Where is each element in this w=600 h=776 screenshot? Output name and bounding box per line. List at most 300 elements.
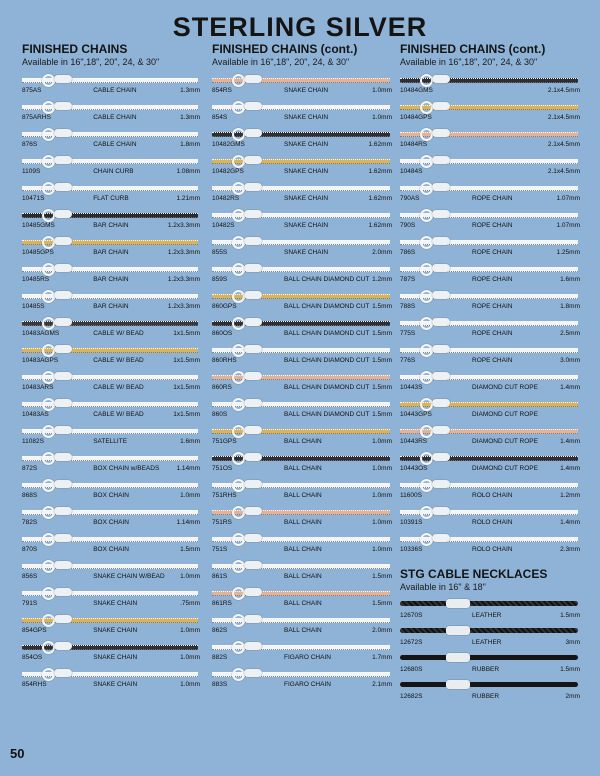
item-size: 1.0mm	[180, 681, 200, 688]
clasp-ring-icon	[232, 641, 245, 654]
lobster-clasp-icon	[432, 426, 450, 434]
item-name: BALL CHAIN	[284, 627, 322, 634]
item-size: 1.4mm	[560, 519, 580, 526]
column-1	[22, 42, 200, 692]
cord-image	[400, 655, 578, 660]
item-code: 10483ARS	[22, 384, 54, 391]
item-size: 1.2x3.3mm	[167, 249, 200, 256]
chain-item[interactable]	[212, 530, 392, 557]
lobster-clasp-icon	[432, 291, 450, 299]
item-code: 788S	[400, 303, 416, 310]
lobster-clasp-icon	[54, 237, 72, 245]
chain-item[interactable]	[22, 314, 200, 341]
item-code: 10482S	[212, 222, 235, 229]
clasp-ring-icon	[42, 479, 55, 492]
item-name: SNAKE CHAIN	[93, 681, 138, 688]
item-code: 883S	[212, 681, 228, 688]
chain-item[interactable]	[400, 503, 580, 530]
item-name: SNAKE CHAIN	[93, 600, 138, 607]
item-name: SNAKE CHAIN	[284, 87, 329, 94]
item-size: 1.6mm	[560, 276, 580, 283]
lobster-clasp-icon	[244, 588, 262, 596]
item-size: 1.0mm	[372, 438, 392, 445]
lobster-clasp-icon	[54, 210, 72, 218]
chain-item[interactable]	[400, 206, 580, 233]
chain-item[interactable]	[22, 584, 200, 611]
chain-item[interactable]	[212, 179, 392, 206]
chain-item[interactable]	[212, 71, 392, 98]
clasp-ring-icon	[420, 479, 433, 492]
item-size: 1.8mm	[560, 303, 580, 310]
item-size: 1.0mm	[372, 546, 392, 553]
chain-item[interactable]	[212, 314, 392, 341]
section-subheading: Available in 16",18", 20", 24, & 30"	[22, 57, 160, 67]
clasp-ring-icon	[232, 344, 245, 357]
item-name: ROLO CHAIN	[472, 492, 513, 499]
item-code: 870S	[22, 546, 38, 553]
item-size: 1.14mm	[176, 465, 200, 472]
lobster-clasp-icon	[54, 399, 72, 407]
chain-item[interactable]	[212, 611, 392, 638]
item-size: 1.5mm	[180, 546, 200, 553]
item-name: CABLE W/ BEAD	[93, 357, 144, 364]
item-code: 860S	[212, 411, 228, 418]
clasp-ring-icon	[420, 155, 433, 168]
item-code: 1109S	[22, 168, 41, 175]
lobster-clasp-icon	[432, 318, 450, 326]
chain-item[interactable]	[212, 638, 392, 665]
clasp-ring-icon	[232, 614, 245, 627]
item-code: 10484GMS	[400, 87, 433, 94]
chain-item[interactable]	[22, 476, 200, 503]
item-code: 10484GPS	[400, 114, 432, 121]
chain-item[interactable]	[22, 611, 200, 638]
chain-item[interactable]	[212, 152, 392, 179]
cord-clasp-icon	[446, 626, 470, 635]
item-name: ROLO CHAIN	[472, 546, 513, 553]
chain-item[interactable]	[22, 503, 200, 530]
chain-item[interactable]	[212, 449, 392, 476]
chain-item[interactable]	[400, 395, 580, 422]
item-name: SNAKE CHAIN	[284, 114, 329, 121]
chain-item[interactable]	[22, 125, 200, 152]
item-name: ROPE CHAIN	[472, 330, 513, 337]
clasp-ring-icon	[232, 398, 245, 411]
item-size: 1.5mm	[372, 330, 392, 337]
clasp-ring-icon	[42, 290, 55, 303]
item-size: 1.8mm	[180, 141, 200, 148]
item-code: 11082S	[22, 438, 44, 445]
lobster-clasp-icon	[244, 507, 262, 515]
lobster-clasp-icon	[432, 183, 450, 191]
item-code: 10482GPS	[212, 168, 244, 175]
clasp-ring-icon	[420, 290, 433, 303]
item-name: LEATHER	[472, 612, 502, 619]
page-number: 50	[10, 746, 25, 761]
item-size: 1.6mm	[180, 438, 200, 445]
chain-item[interactable]	[22, 98, 200, 125]
item-code: 859S	[212, 276, 228, 283]
clasp-ring-icon	[42, 641, 55, 654]
item-code: 751S	[212, 546, 228, 553]
item-name: ROPE CHAIN	[472, 276, 513, 283]
lobster-clasp-icon	[432, 507, 450, 515]
item-code: 856S	[22, 573, 38, 580]
necklace-item[interactable]	[400, 623, 580, 650]
item-size: 1.3mm	[180, 114, 200, 121]
item-name: SNAKE CHAIN	[93, 627, 138, 634]
item-name: FIGARO CHAIN	[284, 681, 331, 688]
chain-item[interactable]	[212, 665, 392, 692]
item-code: 10485GPS	[22, 249, 54, 256]
chain-item[interactable]	[212, 98, 392, 125]
necklace-item[interactable]	[400, 596, 580, 623]
item-name: BOX CHAIN	[93, 546, 129, 553]
lobster-clasp-icon	[54, 642, 72, 650]
chain-item[interactable]	[22, 287, 200, 314]
item-code: 751RHS	[212, 492, 237, 499]
chain-item[interactable]	[400, 368, 580, 395]
lobster-clasp-icon	[432, 237, 450, 245]
clasp-ring-icon	[232, 479, 245, 492]
clasp-ring-icon	[42, 101, 55, 114]
item-name: BALL CHAIN	[284, 465, 322, 472]
lobster-clasp-icon	[54, 156, 72, 164]
cord-clasp-icon	[446, 653, 470, 662]
section-subheading: Available in 16",18", 20", 24, & 30"	[212, 57, 350, 67]
item-name: CABLE CHAIN	[93, 87, 137, 94]
chain-item[interactable]	[400, 152, 580, 179]
item-size: 1.0mm	[180, 492, 200, 499]
item-name: SNAKE CHAIN	[284, 222, 329, 229]
item-name: BAR CHAIN	[93, 276, 129, 283]
item-size: 1.5mm	[560, 666, 580, 673]
item-size: 1.4mm	[560, 465, 580, 472]
item-code: 860GPS	[212, 303, 237, 310]
chain-item[interactable]	[212, 233, 392, 260]
item-code: 860RS	[212, 384, 232, 391]
lobster-clasp-icon	[244, 156, 262, 164]
chain-item[interactable]	[400, 314, 580, 341]
item-size: 1.4mm	[560, 384, 580, 391]
clasp-ring-icon	[42, 155, 55, 168]
clasp-ring-icon	[420, 398, 433, 411]
item-name: BALL CHAIN	[284, 519, 322, 526]
item-size: 1.2x3.3mm	[167, 276, 200, 283]
lobster-clasp-icon	[244, 561, 262, 569]
item-size: 3mm	[565, 639, 580, 646]
item-code: 10443OS	[400, 465, 428, 472]
chain-item[interactable]	[212, 287, 392, 314]
item-size: 1.0mm	[372, 87, 392, 94]
item-code: 854OS	[22, 654, 43, 661]
chain-list	[22, 71, 200, 692]
item-code: 875ARHS	[22, 114, 51, 121]
item-code: 10485S	[22, 303, 45, 310]
clasp-ring-icon	[420, 101, 433, 114]
item-code: 854RS	[212, 87, 232, 94]
lobster-clasp-icon	[54, 615, 72, 623]
chain-item[interactable]	[22, 638, 200, 665]
item-name: BAR CHAIN	[93, 303, 129, 310]
item-size: 2.5mm	[560, 330, 580, 337]
chain-item[interactable]	[400, 233, 580, 260]
item-size: 1.4mm	[560, 438, 580, 445]
item-name: ROPE CHAIN	[472, 249, 513, 256]
chain-item[interactable]	[212, 368, 392, 395]
clasp-ring-icon	[232, 425, 245, 438]
chain-item[interactable]	[400, 179, 580, 206]
item-size: 1.5mm	[372, 600, 392, 607]
chain-item[interactable]	[22, 557, 200, 584]
clasp-ring-icon	[232, 290, 245, 303]
chain-item[interactable]	[212, 395, 392, 422]
necklace-item[interactable]	[400, 650, 580, 677]
item-code: 875AS	[22, 87, 42, 94]
clasp-ring-icon	[42, 506, 55, 519]
chain-item[interactable]	[212, 206, 392, 233]
item-size: 2.3mm	[560, 546, 580, 553]
item-code: 860RHS	[212, 357, 237, 364]
chain-item[interactable]	[22, 665, 200, 692]
chain-item[interactable]	[212, 260, 392, 287]
item-name: BALL CHAIN	[284, 492, 322, 499]
item-code: 10485RS	[22, 276, 50, 283]
item-name: BALL CHAIN DIAMOND CUT	[284, 330, 370, 337]
item-size: 1.2x3.3mm	[167, 303, 200, 310]
item-size: 1.2mm	[560, 492, 580, 499]
item-name: ROPE CHAIN	[472, 222, 513, 229]
chain-item[interactable]	[400, 125, 580, 152]
lobster-clasp-icon	[54, 453, 72, 461]
item-size: 2.1x4.5mm	[547, 114, 580, 121]
chain-item[interactable]	[400, 260, 580, 287]
item-code: 855S	[212, 249, 228, 256]
item-name: BOX CHAIN w/BEADS	[93, 465, 160, 472]
item-name: DIAMOND CUT ROPE	[472, 384, 538, 391]
item-name: DIAMOND CUT ROPE	[472, 438, 538, 445]
clasp-ring-icon	[42, 317, 55, 330]
clasp-ring-icon	[232, 668, 245, 681]
lobster-clasp-icon	[432, 534, 450, 542]
clasp-ring-icon	[232, 452, 245, 465]
chain-item[interactable]	[22, 530, 200, 557]
chain-item[interactable]	[212, 503, 392, 530]
necklace-subheading: Available in 16" & 18"	[400, 582, 486, 592]
clasp-ring-icon	[42, 587, 55, 600]
item-name: SNAKE CHAIN	[284, 249, 329, 256]
chain-item[interactable]	[400, 71, 580, 98]
item-name: BALL CHAIN	[284, 600, 322, 607]
lobster-clasp-icon	[54, 102, 72, 110]
item-size: 1.07mm	[556, 195, 580, 202]
clasp-ring-icon	[232, 128, 245, 141]
lobster-clasp-icon	[54, 534, 72, 542]
clasp-ring-icon	[232, 74, 245, 87]
lobster-clasp-icon	[244, 345, 262, 353]
chain-item[interactable]	[22, 233, 200, 260]
item-name: SNAKE CHAIN	[93, 654, 138, 661]
item-code: 782S	[22, 519, 38, 526]
chain-item[interactable]	[400, 341, 580, 368]
lobster-clasp-icon	[54, 669, 72, 677]
clasp-ring-icon	[42, 398, 55, 411]
item-name: LEATHER	[472, 639, 502, 646]
chain-list	[400, 71, 580, 557]
lobster-clasp-icon	[54, 588, 72, 596]
lobster-clasp-icon	[244, 183, 262, 191]
chain-item[interactable]	[22, 341, 200, 368]
item-code: 790AS	[400, 195, 420, 202]
item-size: 1.0mm	[180, 627, 200, 634]
chain-item[interactable]	[22, 260, 200, 287]
chain-item[interactable]	[400, 98, 580, 125]
item-code: 11600S	[400, 492, 422, 499]
lobster-clasp-icon	[244, 75, 262, 83]
item-size: 1.25mm	[556, 249, 580, 256]
item-code: 787S	[400, 276, 416, 283]
chain-item[interactable]	[22, 179, 200, 206]
item-size: .75mm	[180, 600, 200, 607]
item-code: 861RS	[212, 600, 232, 607]
chain-item[interactable]	[212, 422, 392, 449]
item-code: 10484RS	[400, 141, 428, 148]
chain-item[interactable]	[22, 71, 200, 98]
clasp-ring-icon	[420, 74, 433, 87]
clasp-ring-icon	[420, 263, 433, 276]
item-size: 1.62mm	[368, 141, 392, 148]
clasp-ring-icon	[420, 506, 433, 519]
item-name: BOX CHAIN	[93, 492, 129, 499]
item-code: 10482GMS	[212, 141, 245, 148]
item-name: CHAIN CURB	[93, 168, 134, 175]
clasp-ring-icon	[232, 263, 245, 276]
clasp-ring-icon	[232, 533, 245, 546]
item-size: 1.0mm	[372, 492, 392, 499]
item-size: 1.62mm	[368, 222, 392, 229]
clasp-ring-icon	[232, 101, 245, 114]
necklace-section	[400, 567, 580, 704]
lobster-clasp-icon	[432, 453, 450, 461]
item-code: 10336S	[400, 546, 423, 553]
item-size: 1.14mm	[176, 519, 200, 526]
cord-clasp-icon	[446, 599, 470, 608]
item-name: ROPE CHAIN	[472, 195, 513, 202]
item-size: 1.0mm	[180, 573, 200, 580]
item-name: BALL CHAIN	[284, 546, 322, 553]
item-name: BALL CHAIN DIAMOND CUT	[284, 411, 370, 418]
chain-item[interactable]	[400, 287, 580, 314]
chain-item[interactable]	[22, 449, 200, 476]
chain-item[interactable]	[22, 368, 200, 395]
lobster-clasp-icon	[432, 264, 450, 272]
chain-item[interactable]	[22, 152, 200, 179]
item-code: 776S	[400, 357, 416, 364]
chain-item[interactable]	[22, 206, 200, 233]
section-heading: FINISHED CHAINS (cont.)	[400, 42, 546, 56]
clasp-ring-icon	[42, 533, 55, 546]
item-code: 854RHS	[22, 681, 47, 688]
item-code: 10471S	[22, 195, 45, 202]
clasp-ring-icon	[42, 128, 55, 141]
clasp-ring-icon	[420, 236, 433, 249]
cord-clasp-icon	[446, 680, 470, 689]
item-size: 1.5mm	[372, 411, 392, 418]
item-code: 751OS	[212, 465, 233, 472]
item-name: CABLE CHAIN	[93, 114, 137, 121]
item-code: 10483AS	[22, 411, 49, 418]
lobster-clasp-icon	[244, 318, 262, 326]
lobster-clasp-icon	[432, 345, 450, 353]
lobster-clasp-icon	[244, 264, 262, 272]
clasp-ring-icon	[42, 425, 55, 438]
chain-item[interactable]	[400, 476, 580, 503]
item-name: ROLO CHAIN	[472, 519, 513, 526]
lobster-clasp-icon	[432, 156, 450, 164]
item-name: SATELLITE	[93, 438, 128, 445]
section-heading: FINISHED CHAINS	[22, 42, 128, 56]
cord-image	[400, 682, 578, 687]
chain-item[interactable]	[212, 125, 392, 152]
chain-item[interactable]	[400, 449, 580, 476]
item-size: 2mm	[565, 693, 580, 700]
item-size: 1.0mm	[180, 654, 200, 661]
item-code: 775S	[400, 330, 416, 337]
item-size: 1.5mm	[372, 384, 392, 391]
clasp-ring-icon	[232, 182, 245, 195]
chain-item[interactable]	[22, 395, 200, 422]
necklace-heading: STG CABLE NECKLACES	[400, 567, 548, 581]
item-size: 1.5mm	[560, 612, 580, 619]
item-code: 860OS	[212, 330, 233, 337]
lobster-clasp-icon	[54, 507, 72, 515]
item-name: SNAKE CHAIN W/BEAD	[93, 573, 165, 580]
necklace-list	[400, 596, 580, 704]
chain-item[interactable]	[400, 530, 580, 557]
necklace-item[interactable]	[400, 677, 580, 704]
chain-item[interactable]	[212, 476, 392, 503]
item-name: SNAKE CHAIN	[284, 168, 329, 175]
clasp-ring-icon	[42, 74, 55, 87]
item-name: RUBBER	[472, 693, 500, 700]
lobster-clasp-icon	[244, 237, 262, 245]
item-size: 1.62mm	[368, 168, 392, 175]
item-size: 1.08mm	[176, 168, 200, 175]
item-code: 10484S	[400, 168, 423, 175]
chain-item[interactable]	[22, 422, 200, 449]
chain-item[interactable]	[400, 422, 580, 449]
item-code: 861S	[212, 573, 228, 580]
item-size: 3.0mm	[560, 357, 580, 364]
clasp-ring-icon	[420, 128, 433, 141]
item-code: 10443GPS	[400, 411, 432, 418]
item-name: ROPE CHAIN	[472, 303, 513, 310]
item-size: 1.0mm	[372, 465, 392, 472]
chain-item[interactable]	[212, 557, 392, 584]
clasp-ring-icon	[42, 560, 55, 573]
clasp-ring-icon	[420, 533, 433, 546]
item-name: BAR CHAIN	[93, 249, 129, 256]
chain-item[interactable]	[212, 341, 392, 368]
lobster-clasp-icon	[54, 372, 72, 380]
lobster-clasp-icon	[244, 102, 262, 110]
chain-item[interactable]	[212, 584, 392, 611]
item-size: 1.0mm	[372, 519, 392, 526]
clasp-ring-icon	[420, 425, 433, 438]
lobster-clasp-icon	[54, 291, 72, 299]
item-size: 1x1.5mm	[173, 330, 200, 337]
lobster-clasp-icon	[244, 534, 262, 542]
